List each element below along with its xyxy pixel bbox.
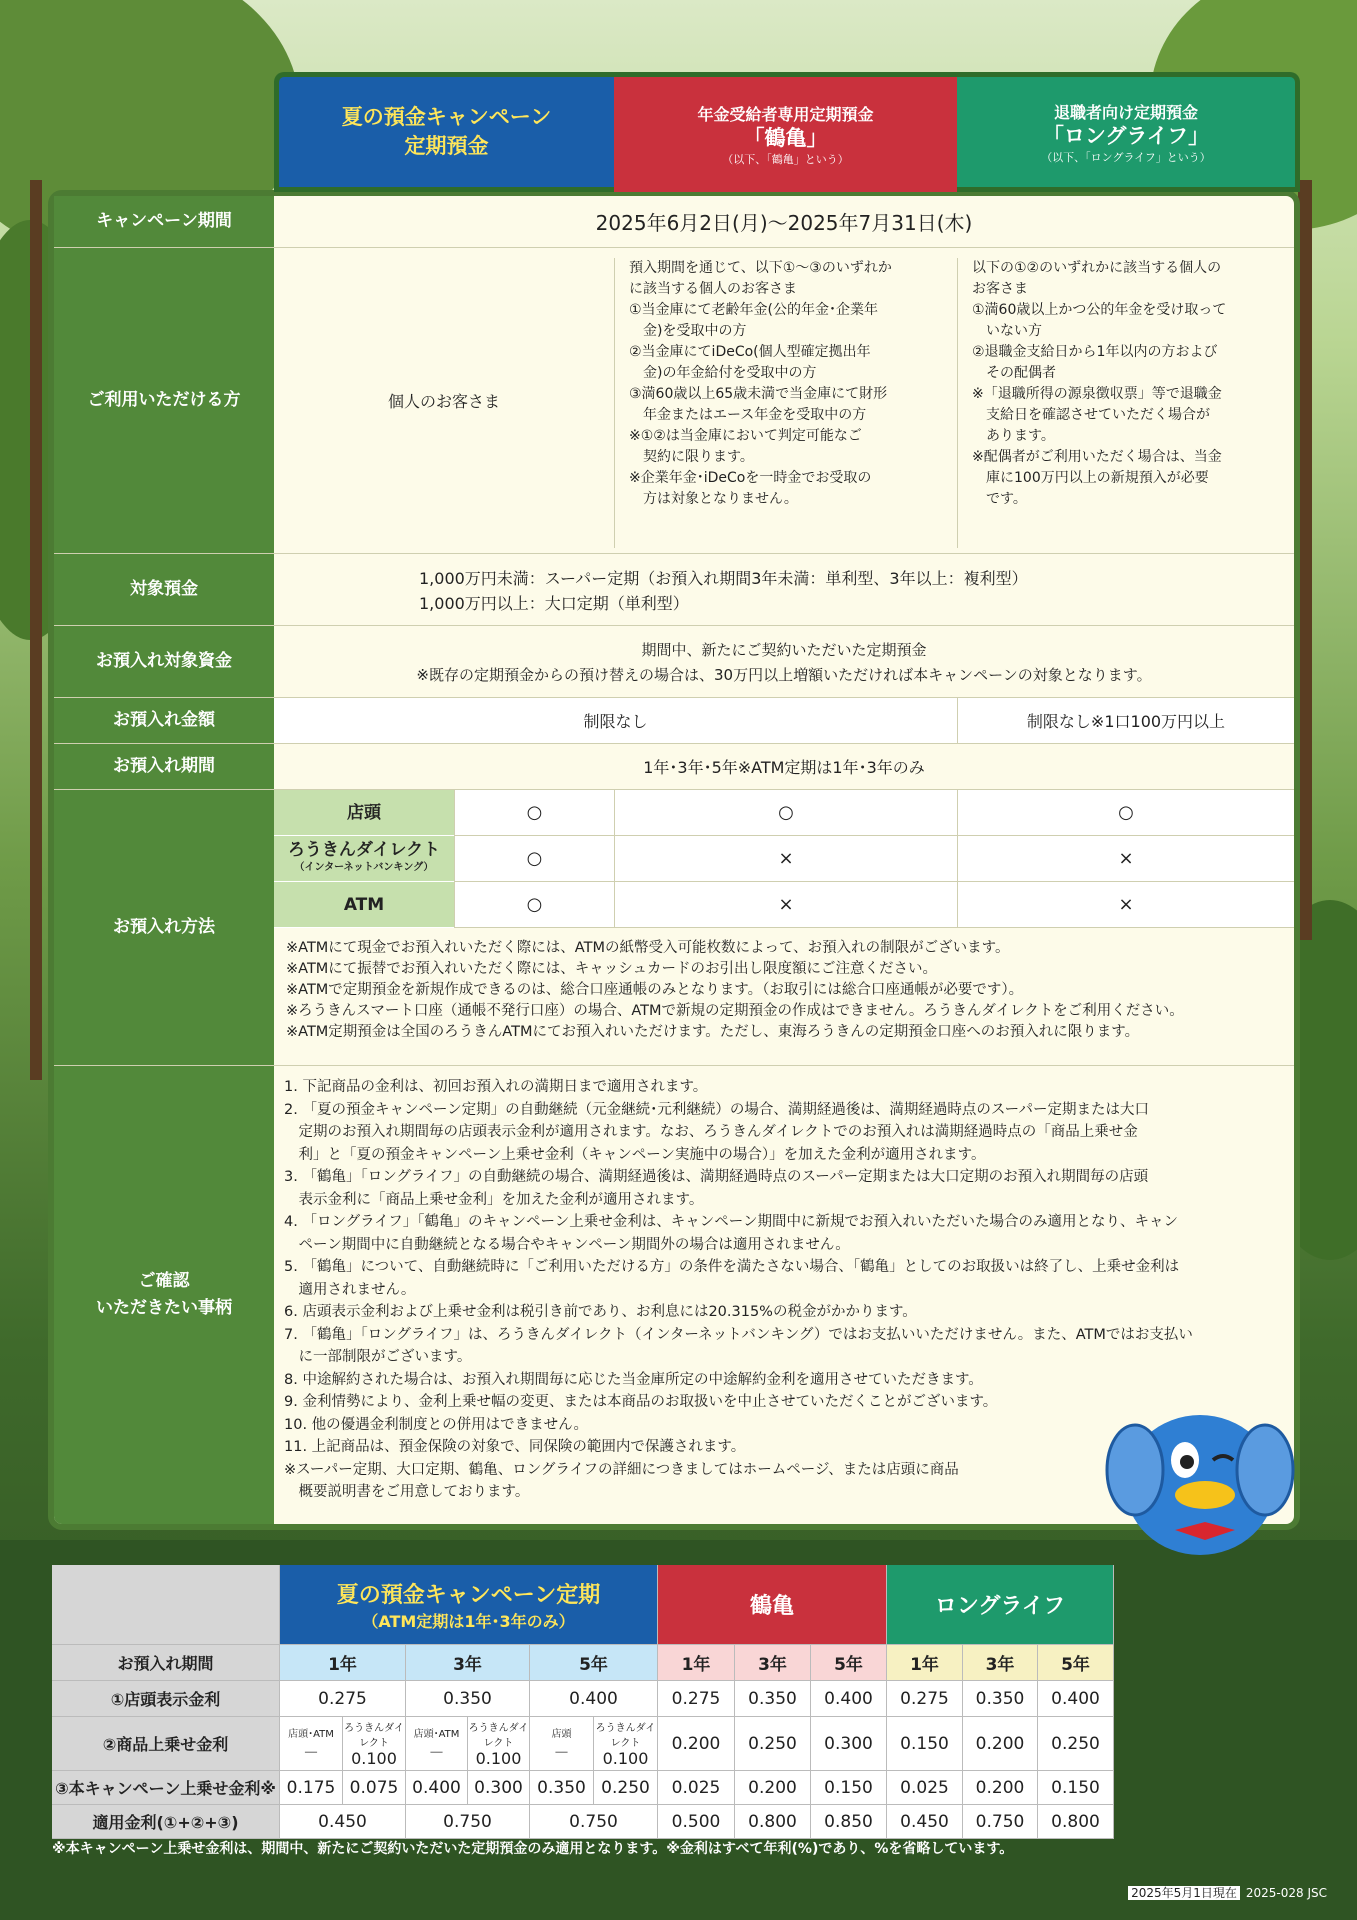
header-title: 年金受給者専用定期預金	[697, 105, 874, 124]
eligible-campaign: 個人のお客さま	[387, 392, 500, 411]
campaign-bonus: 0.350	[530, 1771, 594, 1805]
confirm-item: 表示金利に「商品上乗せ金利」を加えた金利が適用されます。	[284, 1191, 704, 1208]
row-term	[54, 744, 1294, 790]
eligible-line: 年金またはエース年金を受取中の方	[629, 407, 867, 423]
product-rate-split	[280, 1717, 343, 1771]
confirm-item: 概要説明書をご用意しております。	[284, 1484, 530, 1500]
row-method	[54, 790, 1294, 1066]
header-tsurukame	[614, 72, 957, 192]
rate-row-label: ②商品上乗せ金利	[52, 1717, 280, 1771]
bird-mascot-icon	[1095, 1390, 1305, 1560]
method-mark: ○	[957, 790, 1294, 836]
eligible-line: 金)の年金給付を受取中の方	[629, 365, 817, 381]
confirm-item: 8. 中途解約された場合は、お預入れ期間毎に応じた当金庫所定の中途解約金利を適用させていただきます。	[284, 1371, 983, 1388]
header-longlife	[957, 72, 1300, 192]
confirm-item: 9. 金利情勢により、金利上乗せ幅の変更、または本商品のお取扱いを中止させていただくことがございます。	[284, 1394, 998, 1410]
eligible-line: ③満60歳以上65歳未満で当金庫にて財形	[629, 386, 888, 402]
store-rate: 0.275	[280, 1681, 406, 1717]
eligible-line: あります。	[972, 428, 1055, 444]
row-label: お預入れ対象資金	[54, 626, 274, 697]
eligible-line: 支給日を確認させていただく場合が	[972, 407, 1210, 423]
store-rate: 0.350	[735, 1681, 811, 1717]
header-name: 「ロングライフ」	[1042, 123, 1210, 148]
confirm-item: 4. 「ロングライフ」「鶴亀」のキャンペーン上乗せ金利は、キャンペーン期間中に新規でお預入れいただいた場合のみ適用となり、キャン	[284, 1214, 1178, 1230]
confirm-item: 10. 他の優遇金利制度との併用はできません。	[284, 1416, 589, 1433]
row-label: お預入れ金額	[54, 698, 274, 743]
method-note: ※ATMにて振替でお預入れいただく際には、キャッシュカードのお引出し限度額にご注意ください。	[286, 961, 938, 977]
applied-rate: 0.850	[811, 1805, 887, 1839]
product-sub-label: 店頭	[551, 1728, 572, 1740]
rate-term: 5年	[1038, 1645, 1114, 1681]
product-sub-label: 店頭･ATM	[288, 1728, 334, 1740]
header-title: 退職者向け定期預金	[1053, 102, 1198, 122]
rate-group-header	[280, 1565, 658, 1645]
eligible-line: お客さま	[972, 281, 1028, 297]
funds-line: ※既存の定期預金からの預け替えの場合は、30万円以上増額いただければ本キャンペーンの対象となります。	[416, 666, 1152, 684]
eligible-line: ※「退職所得の源泉徴収票」等で退職金	[972, 386, 1222, 402]
product-rate-value: 0.100	[351, 1749, 397, 1768]
confirm-item: ペーン期間中に自動継続となる場合やキャンペーン期間外の場合は適用されません。	[284, 1236, 850, 1253]
deposit-type-line: 1,000万円以上：大口定期（単利型）	[419, 594, 689, 613]
channel-sub-text: （インターネットバンキング）	[294, 861, 434, 873]
eligible-line: 金)を受取中の方	[629, 323, 747, 339]
eligible-line: ②当金庫にてiDeCo(個人型確定拠出年	[629, 344, 871, 360]
rate-row-label: 適用金利(①+②+③)	[52, 1805, 280, 1839]
product-rate-split	[343, 1717, 406, 1771]
confirm-item: 定期のお預入れ期間毎の店頭表示金利が適用されます。なお、ろうきんダイレクトでのお預入れは満期経過時点の「商品上乗せ金	[284, 1124, 1138, 1140]
confirm-item: ※スーパー定期、大口定期、鶴亀、ロングライフの詳細につきましてはホームページ、または店頭に商品	[284, 1461, 959, 1478]
product-sub-label: 店頭･ATM	[413, 1728, 460, 1740]
store-rate: 0.275	[887, 1681, 963, 1717]
rate-term: 1年	[280, 1645, 406, 1681]
method-note: ※ATM定期預金は全国のろうきんATMにてお預入れいただけます。ただし、東海ろうきんの定期預金口座へのお預入れに限ります。	[286, 1024, 1140, 1040]
header-name: 「鶴亀」	[743, 126, 828, 150]
campaign-bonus: 0.200	[963, 1771, 1038, 1805]
method-note: ※ATMで定期預金を新規作成できるのは、総合口座通帳のみとなります。（お取引には総合口座通帳が必要です）。	[286, 982, 1024, 998]
row-funds	[54, 626, 1294, 698]
eligible-line: 契約に限ります。	[629, 449, 754, 465]
method-mark: ×	[957, 836, 1294, 882]
eligible-line: 預入期間を通じて、以下①～③のいずれか	[629, 260, 892, 276]
rate-term: 5年	[530, 1645, 658, 1681]
product-sub-label: ろうきんダイレクト	[344, 1723, 404, 1749]
confirm-item: 2. 「夏の預金キャンペーン定期」の自動継続（元金継続･元利継続）の場合、満期経過後は、満期経過時点のスーパー定期または大口	[284, 1101, 1149, 1118]
product-rate: 0.250	[1038, 1717, 1114, 1771]
row-amount	[54, 698, 1294, 744]
campaign-bonus: 0.300	[468, 1771, 530, 1805]
amount-value-longlife: 制限なし※1口100万円以上	[957, 698, 1294, 743]
product-rate-split	[530, 1717, 594, 1771]
rate-term: 5年	[811, 1645, 887, 1681]
eligible-line: いない方	[972, 323, 1042, 339]
product-rate: 0.200	[963, 1717, 1038, 1771]
product-rate: 0.150	[887, 1717, 963, 1771]
header-title: 夏の預金キャンペーン	[341, 105, 552, 129]
method-notes	[286, 938, 1286, 1043]
product-sub-label: ろうきんダイレクト	[468, 1723, 529, 1749]
product-rate-value: 0.100	[602, 1749, 649, 1768]
rate-group-title: 夏の預金キャンペーン定期	[336, 1582, 601, 1608]
campaign-bonus: 0.250	[594, 1771, 658, 1805]
confirm-item: 利」と「夏の預金キャンペーン上乗せ金利（キャンペーン実施中の場合）」を加えた金利が適用されます。	[284, 1146, 986, 1163]
store-rate: 0.350	[406, 1681, 530, 1717]
deposit-type-line: 1,000万円未満：スーパー定期（お預入れ期間3年未満：単利型、3年以上：複利型）	[419, 569, 1028, 588]
method-mark: ○	[454, 790, 614, 836]
rate-group-title: 鶴亀	[749, 1594, 794, 1619]
eligible-line: ②退職金支給日から1年以内の方および	[972, 344, 1218, 360]
applied-rate: 0.750	[530, 1805, 658, 1839]
row-campaign-period	[54, 196, 1294, 248]
product-rate: 0.200	[658, 1717, 735, 1771]
rate-group-header	[887, 1565, 1114, 1645]
header-note: （以下、「鶴亀」という）	[722, 153, 849, 166]
method-mark: ○	[454, 882, 614, 928]
footer-note: ※本キャンペーン上乗せ金利は、期間中、新たにご契約いただいた定期預金のみ適用となります。※金利はすべて年利(%)であり、%を省略しています。	[52, 1841, 1014, 1857]
row-label: お預入れ期間	[54, 744, 274, 789]
store-rate: 0.275	[658, 1681, 735, 1717]
method-note: ※ATMにて現金でお預入れいただく際には、ATMの紙幣受入可能枚数によって、お預入れの制限がございます。	[286, 940, 1010, 956]
funds-line: 期間中、新たにご契約いただいた定期預金	[641, 641, 927, 659]
row-label	[54, 1066, 274, 1524]
rate-term: 1年	[658, 1645, 735, 1681]
confirm-item: 11. 上記商品は、預金保険の対象で、同保険の範囲内で保護されます。	[284, 1439, 746, 1455]
eligible-line: 以下の①②のいずれかに該当する個人の	[972, 260, 1222, 276]
confirm-item: 6. 店頭表示金利および上乗せ金利は税引き前であり、お利息には20.315%の税金がかかります。	[284, 1304, 917, 1320]
method-mark: ×	[614, 836, 957, 882]
date-label: 2025年5月1日現在	[1128, 1886, 1240, 1900]
campaign-bonus: 0.025	[658, 1771, 735, 1805]
applied-rate: 0.750	[406, 1805, 530, 1839]
eligible-line: ※企業年金･iDeCoを一時金でお受取の	[629, 470, 872, 486]
amount-value: 制限なし	[274, 698, 957, 743]
applied-rate: 0.450	[887, 1805, 963, 1839]
eligible-line: ①満60歳以上かつ公的年金を受け取って	[972, 302, 1227, 318]
product-rate-split	[468, 1717, 530, 1771]
header-summer-campaign	[274, 72, 614, 192]
footer-stamp	[1128, 1884, 1327, 1901]
rate-term: 3年	[406, 1645, 530, 1681]
row-label: キャンペーン期間	[54, 196, 274, 247]
confirm-item: 3. 「鶴亀」「ロングライフ」の自動継続の場合、満期経過後は、満期経過時点のスーパー定期または大口定期のお預入れ期間毎の店頭	[284, 1169, 1149, 1185]
rate-table-corner	[52, 1565, 280, 1645]
method-channel-label	[274, 790, 454, 836]
eligible-line: 庫に100万円以上の新規預入が必要	[972, 470, 1209, 486]
method-channel-label	[274, 882, 454, 928]
channel-name-text: ろうきんダイレクト	[287, 839, 441, 860]
confirm-label: いただきたい事柄	[96, 1298, 232, 1318]
eligible-line: ①当金庫にて老齢年金(公的年金･企業年	[629, 302, 879, 318]
row-label: お預入れ方法	[54, 790, 274, 1065]
eligible-line: その配偶者	[972, 365, 1056, 381]
confirm-item: 7. 「鶴亀」「ロングライフ」は、ろうきんダイレクト（インターネットバンキング）ではお支払いいただけません。また、ATMではお支払い	[284, 1326, 1193, 1343]
channel-name	[288, 841, 440, 877]
eligible-line: に該当する個人のお客さま	[629, 281, 797, 297]
campaign-bonus: 0.400	[406, 1771, 468, 1805]
rate-term: 3年	[963, 1645, 1038, 1681]
store-rate: 0.400	[811, 1681, 887, 1717]
header-note: （以下、「ロングライフ」という）	[1041, 150, 1211, 164]
campaign-bonus: 0.025	[887, 1771, 963, 1805]
header-subtitle: 定期預金	[404, 134, 489, 158]
applied-rate: 0.500	[658, 1805, 735, 1839]
confirm-item: に一部制限がございます。	[284, 1349, 472, 1365]
eligible-line: です。	[972, 491, 1027, 507]
rate-term: 3年	[735, 1645, 811, 1681]
channel-name-text: ATM	[343, 894, 385, 915]
store-rate: 0.400	[530, 1681, 658, 1717]
applied-rate: 0.800	[735, 1805, 811, 1839]
product-sub-label: ろうきんダイレクト	[595, 1723, 656, 1749]
confirm-item: 1. 下記商品の金利は、初回お預入れの満期日まで適用されます。	[284, 1079, 708, 1095]
period-value: 2025年6月2日(月)～2025年7月31日(木)	[595, 211, 973, 235]
applied-rate: 0.800	[1038, 1805, 1114, 1839]
method-mark: ×	[957, 882, 1294, 928]
campaign-bonus: 0.150	[811, 1771, 887, 1805]
channel-name-text: 店頭	[347, 802, 381, 823]
campaign-bonus: 0.150	[1038, 1771, 1114, 1805]
channel-name	[344, 896, 384, 914]
rate-row-label: お預入れ期間	[52, 1645, 280, 1681]
campaign-bonus: 0.175	[280, 1771, 343, 1805]
doc-code: 2025-028 JSC	[1245, 1886, 1327, 1900]
confirm-item: 適用されません。	[284, 1281, 416, 1298]
method-note: ※ろうきんスマート口座（通帳不発行口座）の場合、ATMで新規の定期預金の作成はできません。ろうきんダイレクトをご利用ください。	[286, 1003, 1184, 1019]
rate-group-title: ロングライフ	[934, 1594, 1066, 1619]
channel-name	[347, 804, 381, 822]
campaign-bonus: 0.200	[735, 1771, 811, 1805]
applied-rate: 0.450	[280, 1805, 406, 1839]
term-value: 1年･3年･5年※ATM定期は1年･3年のみ	[643, 758, 925, 777]
eligible-line: ※配偶者がご利用いただく場合は、当金	[972, 449, 1222, 465]
rate-row-label: ③本キャンペーン上乗せ金利※	[52, 1771, 280, 1805]
rate-group-sub: （ATM定期は1年･3年のみ）	[362, 1611, 575, 1631]
product-rate: 0.250	[735, 1717, 811, 1771]
product-rate-value: －	[302, 1742, 319, 1762]
campaign-bonus: 0.075	[343, 1771, 406, 1805]
eligible-tsurukame	[614, 258, 959, 548]
confirm-item: 5. 「鶴亀」について、自動継続時に「ご利用いただける方」の条件を満たさない場合、「鶴亀」としてのお取扱いは終了し、上乗せ金利は	[284, 1259, 1180, 1275]
product-rate-split	[594, 1717, 658, 1771]
row-label: 対象預金	[54, 554, 274, 625]
eligible-longlife	[957, 258, 1302, 548]
rate-row-label: ①店頭表示金利	[52, 1681, 280, 1717]
rate-term: 1年	[887, 1645, 963, 1681]
row-eligible	[54, 248, 1294, 554]
product-rate-value: －	[553, 1742, 570, 1762]
confirm-label: ご確認	[138, 1271, 190, 1291]
applied-rate: 0.750	[963, 1805, 1038, 1839]
row-label: ご利用いただける方	[54, 248, 274, 553]
eligible-line: 方は対象となりません。	[629, 491, 798, 507]
method-mark: ×	[614, 882, 957, 928]
row-deposit-type	[54, 554, 1294, 626]
eligible-line: ※①②は当金庫において判定可能なご	[629, 428, 862, 444]
product-rate-value: －	[428, 1742, 445, 1762]
method-channel-label	[274, 836, 454, 882]
product-rate: 0.300	[811, 1717, 887, 1771]
product-rate-split	[406, 1717, 468, 1771]
store-rate: 0.350	[963, 1681, 1038, 1717]
store-rate: 0.400	[1038, 1681, 1114, 1717]
product-rate-value: 0.100	[475, 1749, 522, 1768]
method-mark: ○	[454, 836, 614, 882]
rate-group-header	[658, 1565, 887, 1645]
method-mark: ○	[614, 790, 957, 836]
